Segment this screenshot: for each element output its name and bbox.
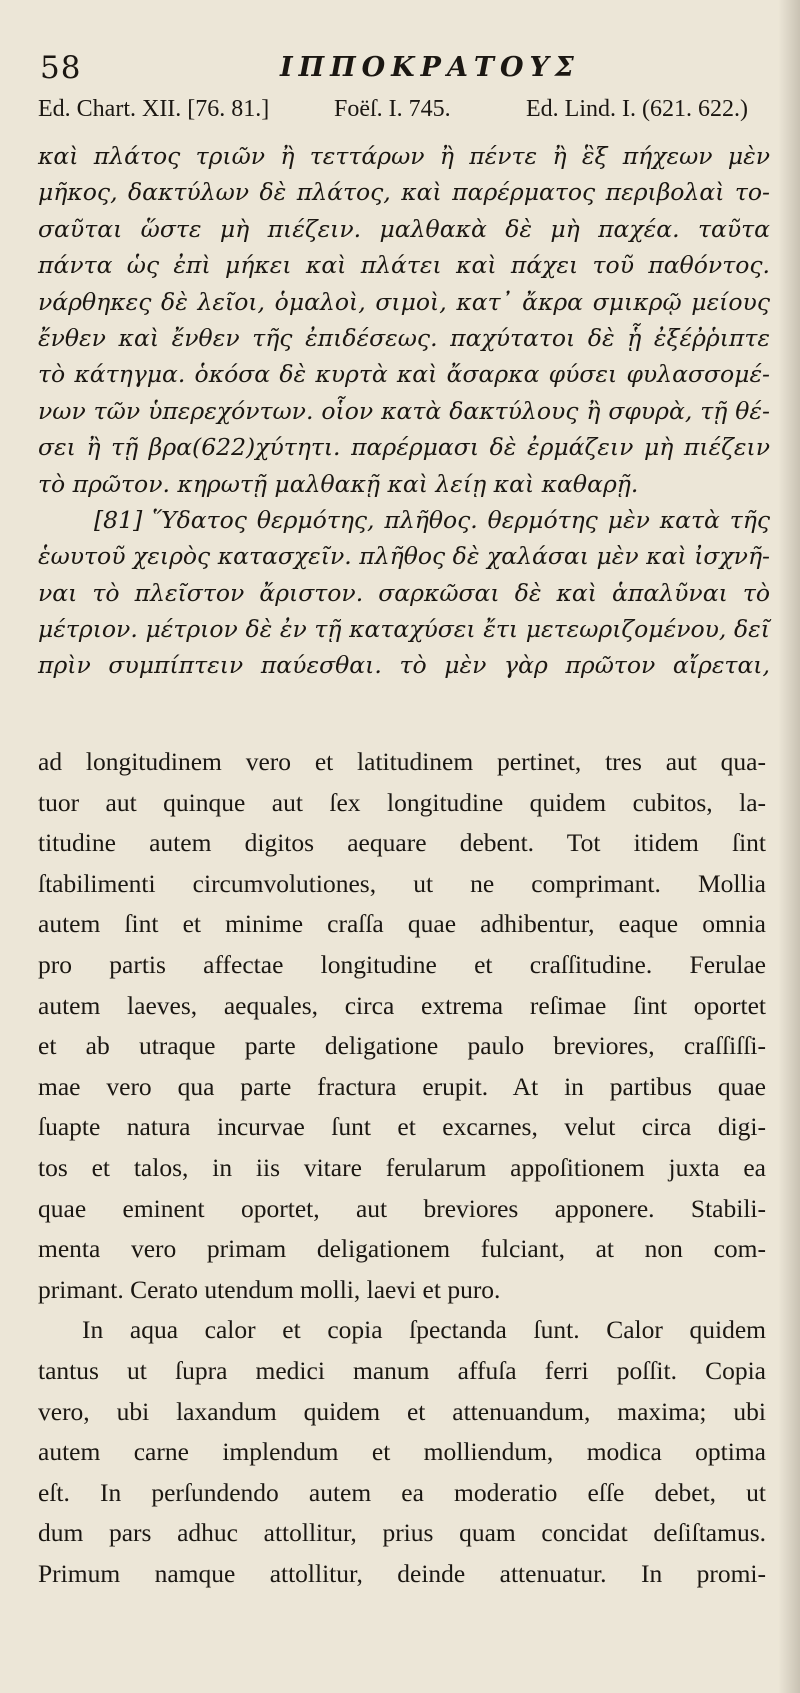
latin-line: ad longitudinem vero et latitudinem pertinet, tres aut qua-: [38, 747, 766, 776]
greek-line: σαῦται ὥστε μὴ πιέζειν. μαλθακὰ δὲ μὴ παχέα. ταῦτα: [38, 214, 770, 243]
latin-line: et ab utraque parte deligatione paulo breviores, craſſiſſi-: [38, 1031, 766, 1061]
greek-text-block: [38, 138, 770, 684]
latin-line: dum pars adhuc attollitur, prius quam concidat deſiſtamus.: [38, 1518, 766, 1548]
latin-line: tuor aut quinque aut ſex longitudine quidem cubitos, la-: [38, 787, 766, 817]
greek-line: μῆκος, δακτύλων δὲ πλάτος, καὶ παρέρματος περιβολαὶ το-: [38, 178, 770, 207]
greek-line: πάντα ὡς ἐπὶ μήκει καὶ πλάτει καὶ πάχει τοῦ παθόντος.: [38, 251, 770, 280]
latin-line: ſuapte natura incurvae ſunt et excarnes, velut circa digi-: [38, 1112, 766, 1142]
latin-line: ſtabilimenti circumvolutiones, ut ne comprimant. Mollia: [38, 868, 766, 898]
latin-line: tantus ut ſupra medici manum affuſa ferri poſſit. Copia: [38, 1355, 766, 1385]
latin-line: quae eminent oportet, aut breviores apponere. Stabili-: [38, 1193, 766, 1223]
edition-chartier: Ed. Chart. XII. [76. 81.]: [38, 96, 270, 122]
greek-line: νάρθηκες δὲ λεῖοι, ὁμαλοὶ, σιμοὶ, κατ᾽ ἄκρα σμικρῷ μείους: [38, 287, 770, 316]
latin-line: vero, ubi laxandum quidem et attenuandum, maxima; ubi: [38, 1396, 766, 1426]
greek-line: νων τῶν ὑπερεχόντων. οἷον κατὰ δακτύλους ἢ σφυρὰ, τῇ θέ-: [38, 396, 770, 425]
greek-line: τὸ πρῶτον. κηρωτῇ μαλθακῇ καὶ λείῃ καὶ καθαρῇ.: [38, 469, 639, 498]
latin-line: titudine autem digitos aequare debent. Tot itidem ſint: [38, 828, 766, 858]
page-header: [40, 50, 760, 100]
edition-references: [38, 96, 782, 130]
greek-line: [81] Ὕδατος θερμότης, πλῆθος. θερμότης μὲν κατὰ τῆς: [94, 505, 770, 534]
latin-line: pro partis affectae longitudine et craſſitudine. Ferulae: [38, 949, 766, 979]
edition-foesius: Foëſ. I. 745.: [334, 96, 451, 122]
running-head: ΙΠΠΟΚΡΑΤΟΥΣ: [280, 52, 580, 83]
greek-line: τὸ κάτηγμα. ὁκόσα δὲ κυρτὰ καὶ ἄσαρκα φύσει φυλασσομέ-: [38, 360, 770, 389]
greek-line: ἑωυτοῦ χειρὸς κατασχεῖν. πλῆθος δὲ χαλάσαι μὲν καὶ ἰσχνῆ-: [38, 542, 770, 571]
latin-line: autem laeves, aequales, circa extrema reſimae ſint oportet: [38, 990, 766, 1020]
latin-line: tos et talos, in iis vitare ferularum appoſitionem juxta ea: [38, 1152, 766, 1182]
greek-line: καὶ πλάτος τριῶν ἢ τεττάρων ἢ πέντε ἢ ἓξ πήχεων μὲν: [38, 142, 770, 170]
greek-line: ἔνθεν καὶ ἔνθεν τῆς ἐπιδέσεως. παχύτατοι δὲ ᾗ ἐξέῤῥιπτε: [38, 323, 770, 352]
latin-line: eſt. In perſundendo autem ea moderatio eſſe debet, ut: [38, 1477, 766, 1507]
latin-line: autem ſint et minime craſſa quae adhibentur, eaque omnia: [38, 909, 766, 939]
greek-line: πρὶν συμπίπτειν παύεσθαι. τὸ μὲν γὰρ πρῶτον αἴρεται,: [38, 651, 770, 680]
latin-text-block: [38, 742, 766, 1594]
greek-line: σει ἢ τῇ βρα(622)χύτητι. παρέρμασι δὲ ἐρμάζειν μὴ πιέζειν: [38, 433, 770, 462]
page-edge-shadow: [778, 0, 800, 1693]
latin-line: Primum namque attollitur, deinde attenuatur. In promi-: [38, 1558, 766, 1588]
greek-line: ναι τὸ πλεῖστον ἄριστον. σαρκῶσαι δὲ καὶ ἁπαλῦναι τὸ: [38, 578, 770, 607]
edition-linden: Ed. Lind. I. (621. 622.): [526, 96, 748, 122]
latin-line: autem carne implendum et molliendum, modica optima: [38, 1437, 766, 1467]
latin-line: primant. Cerato utendum molli, laevi et puro.: [38, 1274, 501, 1304]
page-number: 58: [40, 50, 82, 86]
latin-line: mae vero qua parte fractura erupit. At in partibus quae: [38, 1071, 766, 1101]
latin-line: menta vero primam deligationem fulciant, at non com-: [38, 1234, 766, 1264]
greek-line: μέτριον. μέτριον δὲ ἐν τῇ καταχύσει ἔτι μετεωριζομένου, δεῖ: [38, 615, 770, 644]
latin-line: In aqua calor et copia ſpectanda ſunt. Calor quidem: [82, 1315, 766, 1345]
